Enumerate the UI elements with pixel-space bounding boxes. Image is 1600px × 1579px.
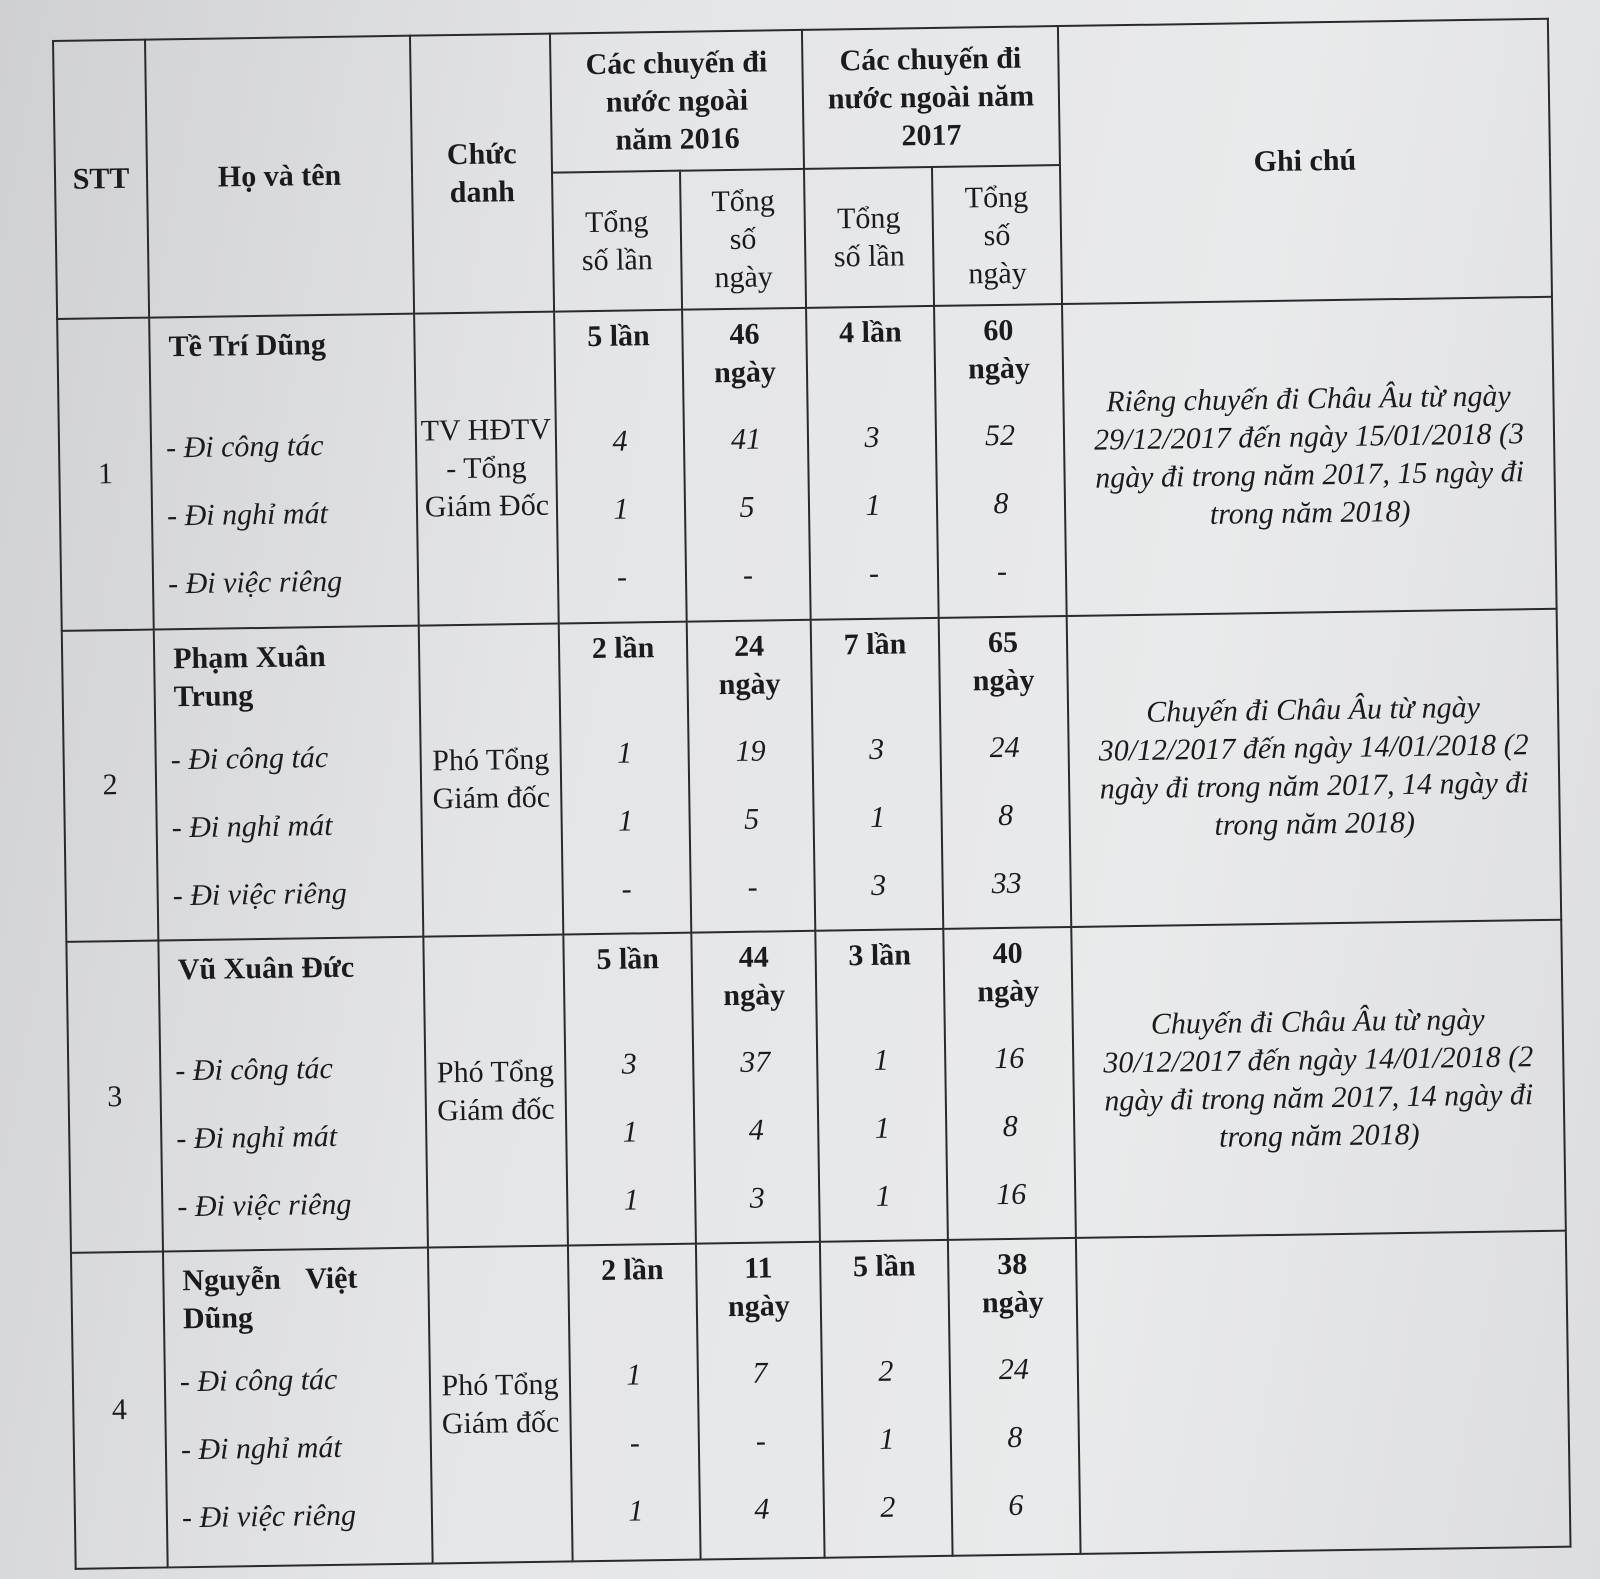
row-stt: 1	[57, 318, 154, 631]
y2017-times-total: 4 lần	[838, 315, 902, 350]
row-title: Phó Tổng Giám đốc	[419, 623, 564, 936]
y2017-days-business: 24	[998, 1353, 1030, 1387]
y2016-times-private: 1	[628, 1494, 644, 1529]
row-title: Phó Tổng Giám đốc	[423, 935, 568, 1248]
row-name: Phạm Xuân Trung	[172, 639, 326, 713]
y2017-days-total: 65 ngày	[972, 625, 1035, 698]
y2016-days-business: 37	[739, 1045, 771, 1079]
row-stt: 4	[71, 1252, 168, 1569]
y2016-times-total: 2 lần	[600, 1253, 664, 1288]
row-note	[1076, 1231, 1571, 1554]
y2016-times-total: 5 lần	[586, 319, 650, 354]
y2016-days-private: 3	[749, 1181, 766, 1215]
row-sub-vacation: - Đi nghỉ mát	[180, 1431, 342, 1467]
y2017-times-private: 2	[880, 1491, 896, 1525]
y2017-times-business: 1	[873, 1043, 889, 1078]
y2017-days-private: 6	[1008, 1489, 1024, 1523]
y2016-days-vacation: 4	[748, 1113, 764, 1147]
y2017-days-vacation: 8	[1007, 1421, 1023, 1455]
row-sub-business: - Đi công tác	[165, 429, 324, 465]
row-sub-business: - Đi công tác	[179, 1363, 338, 1399]
y2017-times-private: 3	[870, 868, 887, 902]
header-trips-2016: Các chuyến đi nước ngoài năm 2016	[550, 30, 804, 173]
row-name: Tề Trí Dũng	[168, 328, 327, 364]
y2016-times-vacation: -	[629, 1426, 641, 1461]
y2016-days-vacation: 5	[739, 491, 755, 525]
table-row	[57, 297, 1556, 631]
header-2016-total-days: Tổng số ngày	[680, 169, 806, 310]
y2016-times-business: 3	[621, 1047, 638, 1081]
y2017-days-business: 24	[989, 730, 1020, 764]
y2017-times-total: 5 lần	[852, 1249, 916, 1284]
header-trips-2017: Các chuyến đi nước ngoài năm 2017	[802, 26, 1060, 169]
y2016-times-vacation: 1	[617, 804, 634, 838]
y2017-times-vacation: 1	[869, 800, 886, 834]
y2017-days-total: 40 ngày	[977, 936, 1040, 1009]
row-sub-private: - Đi việc riêng	[172, 876, 348, 913]
y2016-days-business: 7	[752, 1356, 768, 1391]
y2016-times-total: 2 lần	[591, 630, 655, 665]
y2016-days-vacation: -	[755, 1425, 767, 1459]
row-title: TV HĐTV - Tổng Giám Đốc	[414, 312, 559, 625]
y2017-days-private: -	[996, 555, 1008, 589]
row-stt: 3	[66, 941, 163, 1254]
row-name: Nguyễn Việt Dũng	[182, 1262, 358, 1336]
table-row	[71, 1231, 1571, 1569]
y2017-times-private: 1	[875, 1179, 891, 1213]
header-name: Họ và tên	[145, 36, 414, 318]
y2017-days-total: 38 ngày	[981, 1248, 1044, 1320]
y2017-days-total: 60 ngày	[967, 314, 1031, 386]
row-sub-business: - Đi công tác	[170, 740, 329, 777]
row-sub-vacation: - Đi nghỉ mát	[166, 497, 329, 533]
y2016-times-business: 1	[616, 736, 633, 770]
y2016-times-vacation: 1	[622, 1115, 639, 1149]
y2017-times-vacation: 1	[865, 489, 881, 523]
row-sub-private: - Đi việc riêng	[167, 565, 343, 601]
row-sub-vacation: - Đi nghỉ mát	[176, 1119, 338, 1156]
header-2017-total-times: Tổng số lần	[804, 167, 934, 308]
y2017-days-business: 52	[984, 419, 1016, 453]
header-stt: STT	[53, 40, 149, 320]
y2016-times-private: -	[616, 560, 628, 595]
y2017-days-private: 33	[991, 866, 1022, 900]
y2016-days-private: 4	[754, 1492, 770, 1527]
y2017-days-vacation: 8	[997, 798, 1014, 832]
y2017-times-total: 7 lần	[843, 627, 907, 662]
row-sub-private: - Đi việc riêng	[181, 1499, 357, 1535]
y2016-days-total: 11 ngày	[727, 1251, 790, 1324]
y2016-times-total: 5 lần	[596, 942, 660, 977]
overseas-trips-table	[52, 18, 1572, 1570]
y2017-days-vacation: 8	[1002, 1109, 1018, 1144]
y2016-times-private: 1	[623, 1183, 640, 1217]
y2017-times-business: 3	[868, 732, 885, 766]
y2016-days-total: 46 ngày	[713, 317, 777, 390]
y2017-times-vacation: 1	[879, 1423, 895, 1457]
y2016-times-business: 4	[612, 424, 628, 459]
row-name: Vũ Xuân Đức	[177, 950, 355, 987]
y2016-times-vacation: 1	[613, 492, 629, 527]
row-note: Riêng chuyến đi Châu Âu từ ngày 29/12/2017 đến ngày 15/01/2018 (3 ngày đi trong năm 2017, 15 ngày đi trong năm 2018)	[1062, 297, 1557, 616]
header-2017-total-days: Tổng số ngày	[932, 165, 1062, 306]
header-note: Ghi chú	[1058, 19, 1552, 305]
y2016-days-total: 24 ngày	[718, 629, 781, 701]
y2017-days-private: 16	[995, 1177, 1027, 1212]
y2017-times-business: 2	[878, 1355, 894, 1389]
y2017-times-vacation: 1	[874, 1111, 890, 1146]
table-row	[66, 920, 1565, 1254]
row-sub-private: - Đi việc riêng	[177, 1187, 352, 1224]
y2017-times-total: 3 lần	[848, 938, 912, 973]
y2016-times-private: -	[621, 872, 632, 906]
table-row	[62, 608, 1561, 942]
y2016-days-private: -	[742, 559, 754, 593]
y2017-days-business: 16	[993, 1041, 1025, 1076]
header-title: Chức danh	[410, 34, 554, 314]
y2016-days-business: 41	[730, 422, 762, 457]
y2016-times-business: 1	[626, 1358, 642, 1393]
y2017-times-business: 3	[864, 421, 880, 455]
y2017-times-private: -	[868, 557, 880, 591]
row-note: Chuyến đi Châu Âu từ ngày 30/12/2017 đến ngày 14/01/2018 (2 ngày đi trong năm 2017, 14 ngày đi trong năm 2018)	[1067, 608, 1562, 927]
row-note: Chuyến đi Châu Âu từ ngày 30/12/2017 đến ngày 14/01/2018 (2 ngày đi trong năm 2017, 14 ngày đi trong năm 2018)	[1071, 920, 1566, 1239]
y2016-days-business: 19	[735, 734, 766, 768]
row-title: Phó Tổng Giám đốc	[428, 1246, 573, 1564]
y2016-days-total: 44 ngày	[723, 940, 786, 1013]
row-sub-business: - Đi công tác	[175, 1052, 334, 1088]
y2016-days-vacation: 5	[743, 802, 760, 836]
row-stt: 2	[62, 629, 159, 942]
row-sub-vacation: - Đi nghỉ mát	[171, 808, 333, 845]
header-2016-total-times: Tổng số lần	[552, 171, 682, 312]
y2017-days-vacation: 8	[993, 487, 1009, 521]
y2016-days-private: -	[747, 870, 758, 904]
